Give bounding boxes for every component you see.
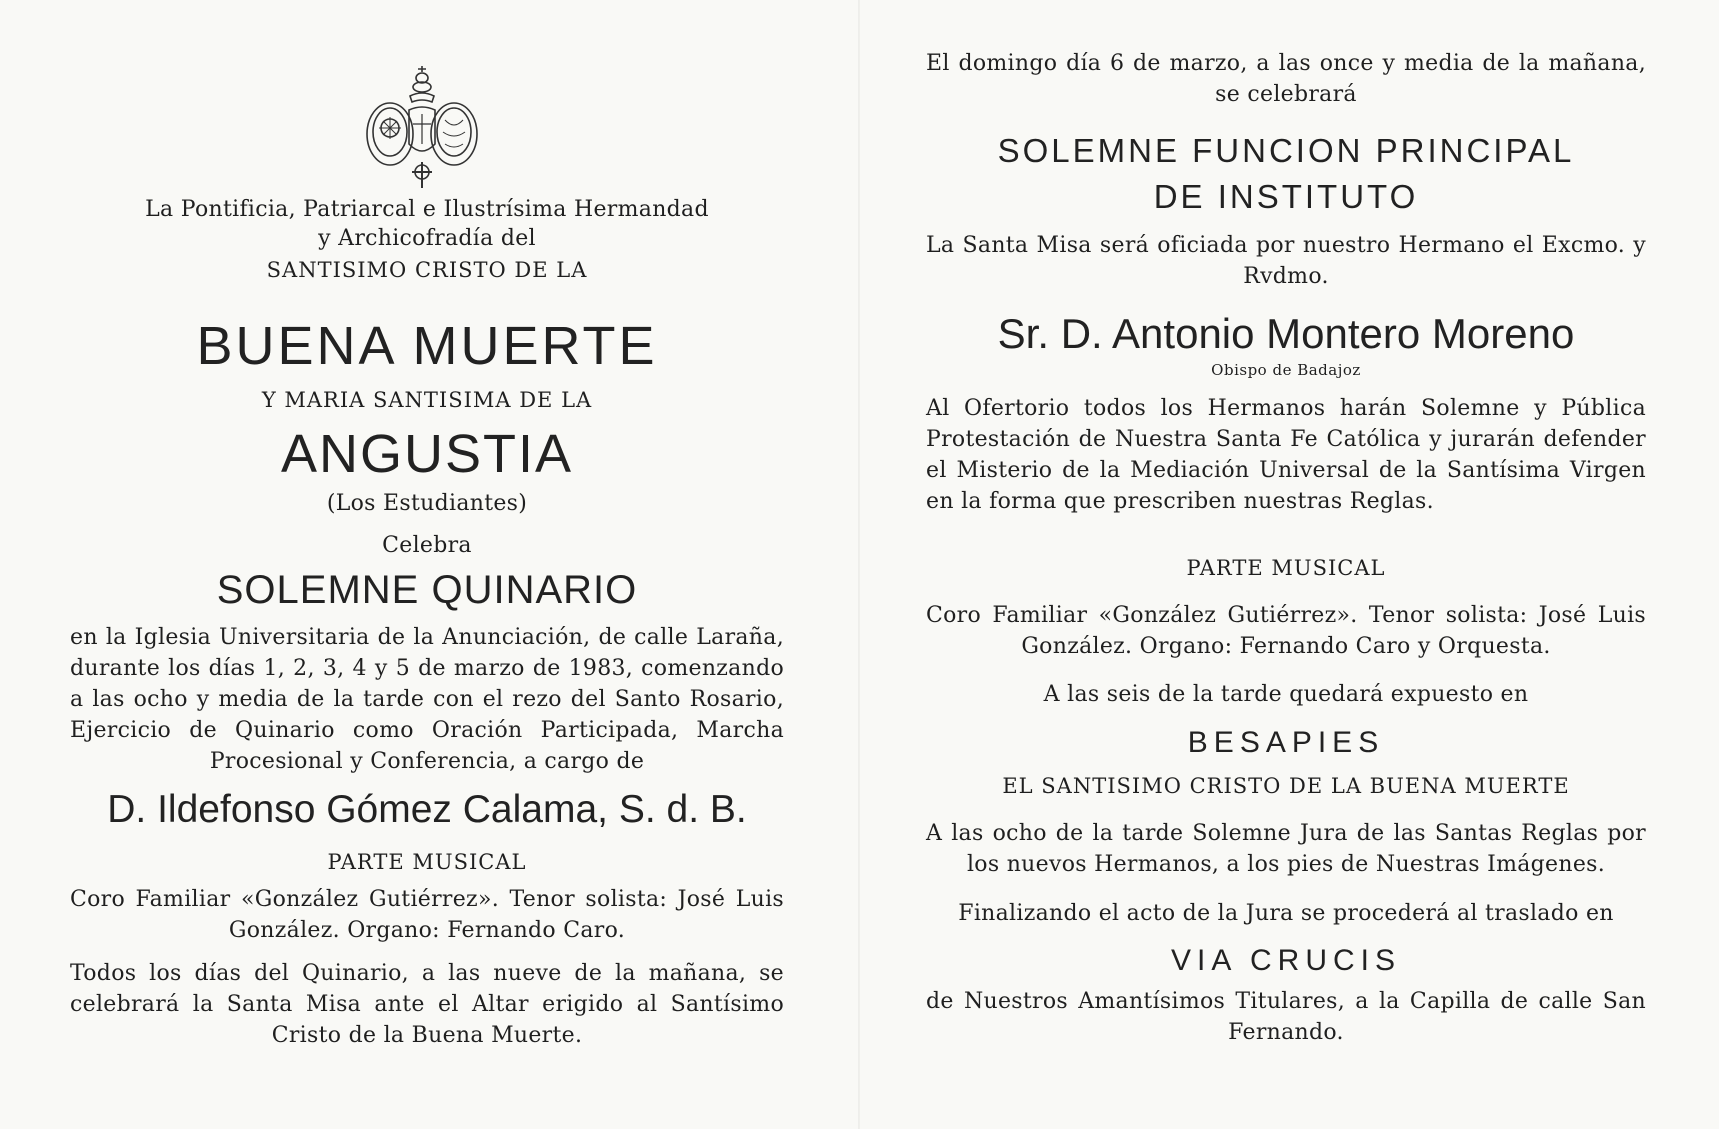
offertory-text: Al Ofertorio todos los Hermanos harán Solemne y Pública Protestación de Nuestra Santa Fe Católica y jurarán defender el Misterio de la Mediación Universal de la Santísima Virgen en la forma que prescriben nuestras Reglas. bbox=[926, 396, 1646, 514]
music-heading-left: PARTE MUSICAL bbox=[327, 850, 527, 874]
bishop-name: Sr. D. Antonio Montero Moreno bbox=[997, 310, 1575, 357]
speaker-name: D. Ildefonso Gómez Calama, S. d. B. bbox=[107, 788, 747, 831]
event-text: en la Iglesia Universitaria de la Anunciación, de calle Laraña, durante los días 1, 2, 3, 4 y 5 de marzo de 1983, comenzando a las ocho y media de la tarde con el rezo del Santo Rosario, Ejercicio de Quinario como Oración Participada, Marcha Procesional y Conferencia, a cargo de bbox=[70, 625, 784, 774]
oath-text: A las ocho de la tarde Solemne Jura de las Santas Reglas por los nuevos Hermanos, a los pies de Nuestras Imágenes. bbox=[926, 821, 1646, 877]
intro-line-1: La Pontificia, Patriarcal e Ilustrísima Hermandad bbox=[145, 197, 709, 222]
brotherhood-coat-of-arms-icon bbox=[363, 62, 481, 194]
title-big-1: BUENA MUERTE bbox=[196, 316, 658, 376]
title-small-1: SANTISIMO CRISTO DE LA bbox=[266, 258, 588, 282]
transfer-text: de Nuestros Amantísimos Titulares, a la Capilla de calle San Fernando. bbox=[926, 989, 1646, 1045]
mass-officiant: La Santa Misa será oficiada por nuestro Hermano el Excmo. y Rvdmo. bbox=[926, 233, 1646, 289]
besapies-title: BESAPIES bbox=[1187, 726, 1385, 759]
besapies-intro: A las seis de la tarde quedará expuesto en bbox=[1043, 682, 1529, 707]
sunday-intro: El domingo día 6 de marzo, a las once y media de la mañana, se celebrará bbox=[926, 51, 1646, 107]
mass-text: Todos los días del Quinario, a las nueve de la mañana, se celebrará la Santa Misa ante el Altar erigido al Santísimo Cristo de la Buena Muerte. bbox=[70, 961, 784, 1048]
title-big-2: ANGUSTIA bbox=[280, 424, 574, 484]
center-fold bbox=[858, 0, 860, 1129]
music-text-left: Coro Familiar «González Gutiérrez». Tenor solista: José Luis González. Organo: Fernando Caro. bbox=[70, 887, 784, 943]
event-title: SOLEMNE QUINARIO bbox=[216, 568, 638, 612]
subtitle: (Los Estudiantes) bbox=[326, 491, 528, 516]
via-crucis-title: VIA CRUCIS bbox=[1170, 944, 1402, 977]
function-title-1: SOLEMNE FUNCION PRINCIPAL bbox=[997, 132, 1575, 169]
besapies-subject: EL SANTISIMO CRISTO DE LA BUENA MUERTE bbox=[1002, 774, 1570, 798]
transfer-intro: Finalizando el acto de la Jura se procederá al traslado en bbox=[958, 901, 1614, 926]
intro-block bbox=[70, 194, 784, 255]
intro-line-2: y Archicofradía del bbox=[318, 226, 536, 251]
bishop-title: Obispo de Badajoz bbox=[1211, 361, 1361, 379]
function-title-2: DE INSTITUTO bbox=[1153, 178, 1419, 215]
music-text-right: Coro Familiar «González Gutiérrez». Tenor solista: José Luis González. Organo: Fernando Caro y Orquesta. bbox=[926, 603, 1646, 659]
music-heading-right: PARTE MUSICAL bbox=[1186, 556, 1386, 580]
celebra-label: Celebra bbox=[382, 533, 472, 558]
title-small-2: Y MARIA SANTISIMA DE LA bbox=[261, 388, 593, 412]
